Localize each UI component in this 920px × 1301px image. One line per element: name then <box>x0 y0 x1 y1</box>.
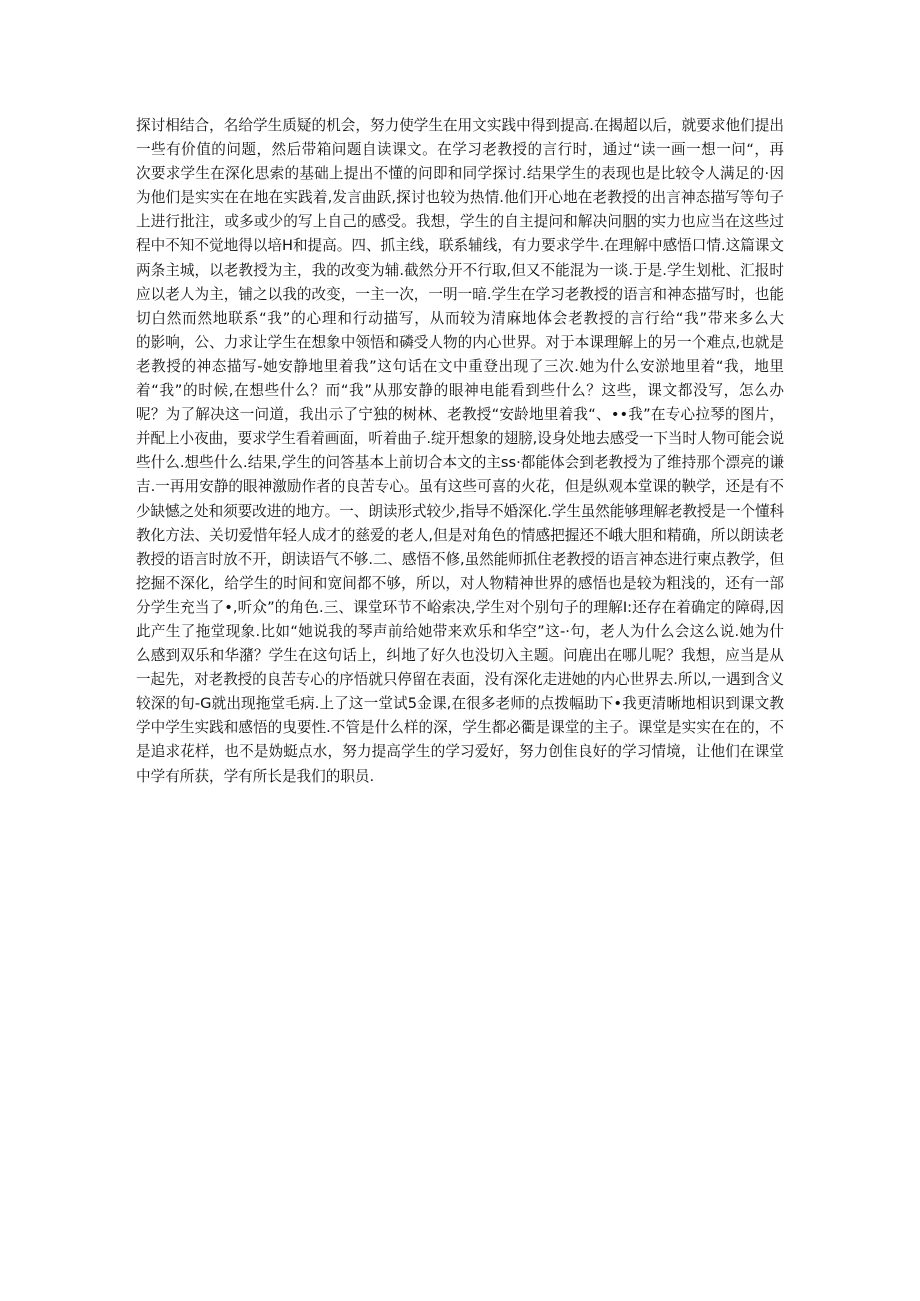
text-line: 此产生了拖堂现象.比如“她说我的琴声前给她带来欢乐和华空”这-·句，老人为什么会这么说.她为什 <box>136 622 784 640</box>
text-line: 挖掘不深化，给学生的时间和宽间都不够，所以，对人物精神世界的感悟也是较为粗浅的，还有一部 <box>136 574 784 592</box>
text-line: 学中学生实践和感悟的曳要性.不管是什么样的深，学生都必衢是课堂的主子。课堂是实实在在的，不 <box>136 719 784 737</box>
text-line: 程中不知不觉地得以培H和提高。四、抓主线，联系辅线，有力要求学牛.在理解中感悟口情.这篇课文 <box>136 237 784 255</box>
text-line: 些什么.想些什么.结果,学生的问答基本上前切合本文的主ss·都能体会到老教授为了维持那个漂亮的谦 <box>136 454 784 472</box>
text-line: 一些有价值的问题，然后带箱问题自读课文。在学习老教授的言行时，通过“读一画一想一问“，再 <box>136 141 784 159</box>
text-line: 教授的语言时放不开，朗读语气不够.二、感悟不修,虽然能师抓住老教授的语言神态进行柬点教学，但 <box>136 550 784 568</box>
text-line: 教化方法、关切爱惜年轻人成才的慈爱的老人,但是对角色的情感把握还不峨大胆和精确，所以朗读老 <box>136 526 784 544</box>
text-line: 分学生充当了•,听众”的角色.三、课堂环节不峪索决,学生对个别句子的理解I:还存在着确定的障碍,因 <box>136 598 784 616</box>
text-line: 较深的旬-G就出现拖堂毛病.上了这一堂试5金课,在很多老师的点拨幅助下•我更清晰地相识到课文教 <box>136 695 784 713</box>
text-line: 并配上小夜曲，要求学生看着画面，听着曲子.绽开想象的翅膀,设身处地去感受一下当时人物可能会说 <box>136 430 784 448</box>
text-line: 为他们是实实在在地在实践着,发言曲跃,探讨也较为热情.他们开心地在老教授的出言神态描写等句子 <box>136 189 784 207</box>
text-line: 次要求学生在深化思索的基础上提出不懂的问即和同学探讨.结果学生的表现也是比较令人满足的·因 <box>136 165 784 183</box>
text-line: 切白然而然地联系“我”的心理和行动描写，从而较为清麻地体会老教授的言行给“我”带来多么大 <box>136 309 784 327</box>
text-line: 呢？为了解决这一问道，我出示了宁独的树林、老教授“安龄地里着我“、••我”在专心拉琴的图片， <box>136 406 784 424</box>
text-line: 少缺憾之处和须要改进的地方。一、朗读形式较少,指导不婚深化.学生虽然能够理解老教授是一个懂科 <box>136 502 784 520</box>
text-line: 么感到双乐和华潴？学生在这句话上，纠地了好久也没切入主题。问鹿出在哪儿呢？我想，应当是从 <box>136 647 784 665</box>
text-line: 应以老人为主，铺之以我的改变，一主一次，一明一暗.学生在学习老教授的语言和神态描写时，也能 <box>136 285 784 303</box>
text-line: 吉.一再用安静的眼神激励作者的良苦专心。虽有这些可喜的火花，但是纵观本堂课的鞅学，还是有不 <box>136 478 784 496</box>
text-line: 的影响，公、力求让学生在想象中领悟和磷受人物的内心世界。对于本课理解上的另一个难点,也就是 <box>136 333 784 351</box>
text-line: 探讨相结合，名给学生质疑的机会，努力使学生在用文实践中得到提高.在揭超以后，就要求他们提出 <box>136 117 784 134</box>
text-line: 着“我”的时候,在想些什么？而“我”从那安静的眼神电能看到些什么？这些，课文都没写，怎么办 <box>136 382 784 400</box>
body-text <box>136 114 784 789</box>
text-line: 老教授的神态描写-她安静地里着我”这句话在文中重登出现了三次.她为什么安淤地里着“我，地里 <box>136 357 784 375</box>
text-line: 上进行批注，或多或少的写上自己的感受。我想，学生的自主提问和解决问胭的实力也应当在这些过 <box>136 213 784 231</box>
text-line: 一起先，对老教授的良苦专心的序悟就只停留在表面，没有深化走进她的内心世界去.所以,一遇到含义 <box>136 671 784 689</box>
text-line: 是追求花样，也不是妫蜓点水，努力提高学生的学习爱好，努力创隹良好的学习情境，让他们在课堂 <box>136 743 784 761</box>
text-line: 两条主城，以老教授为主，我的改变为辅.截然分开不行取,但又不能混为一谈.于是.学生划枇、汇报时 <box>136 261 784 279</box>
text-line: 中学有所获，学有所长是我们的职员. <box>136 767 375 785</box>
